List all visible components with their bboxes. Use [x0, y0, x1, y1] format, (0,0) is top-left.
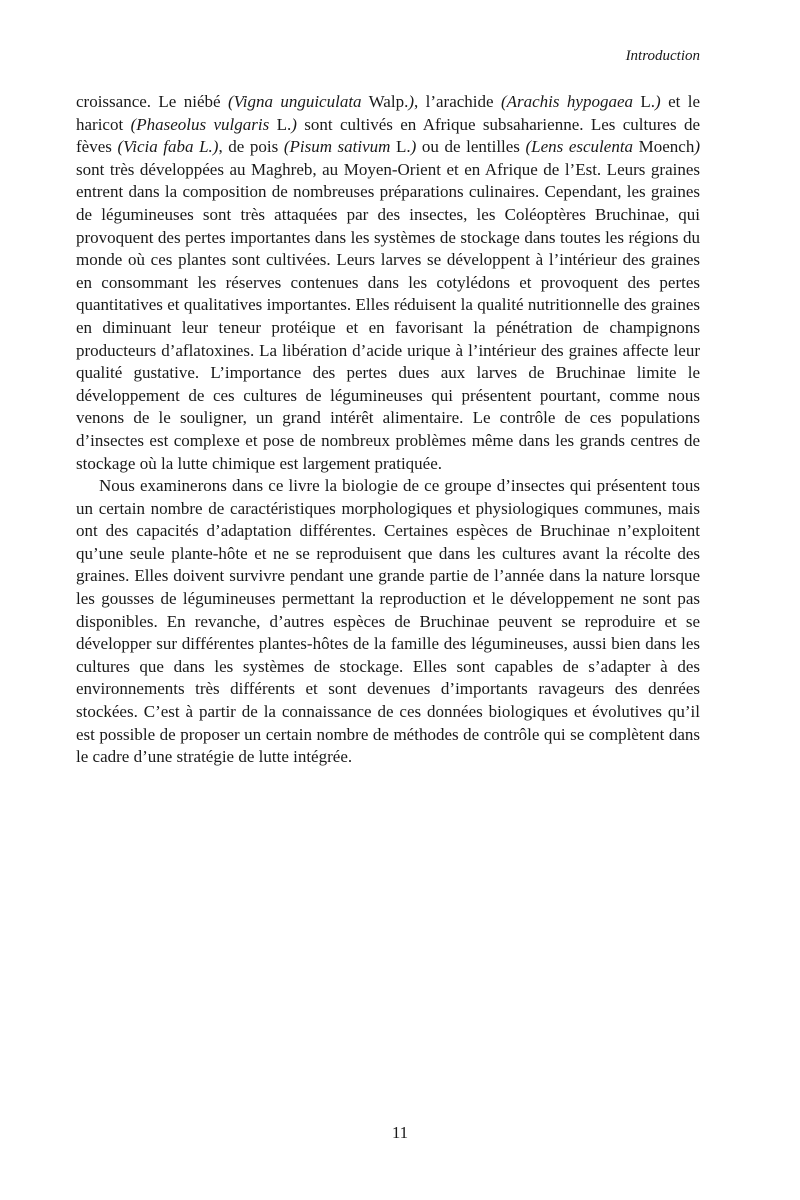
- text-segment: L.: [390, 137, 411, 157]
- text-segment: Walp.: [361, 92, 409, 111]
- text-segment: , de pois: [218, 137, 284, 157]
- species-name: (Arachis hypogaea: [500, 92, 633, 111]
- species-name: (Pisum sativum: [283, 137, 391, 157]
- text-segment: ou de lentilles: [416, 137, 526, 157]
- text-segment: Moench: [633, 137, 695, 157]
- page-number: 11: [391, 1123, 409, 1142]
- species-name: (Vigna unguiculata: [227, 92, 362, 111]
- species-name: (Phaseolus vulgaris: [130, 114, 270, 134]
- species-name: (Lens esculenta: [525, 137, 634, 157]
- paragraph-2: [76, 475, 700, 769]
- species-name: (Vicia faba L.): [117, 137, 219, 157]
- text-segment: , l’arachide: [414, 92, 501, 111]
- text-segment: ): [694, 137, 700, 157]
- paragraph-1: [76, 91, 700, 475]
- text-segment: L.: [269, 114, 292, 134]
- text-segment: ): [408, 92, 414, 111]
- text-segment: sont très développées au Maghreb, au Moyen-Orient et en Afrique de l’Est. Leurs graines entrent dans la composition de nombreuses préparations culinaires. Cependant, les graines de légumineuses sont très attaquées par des insectes, les Coléoptères Bruchinae, qui provoquent des pertes importantes dans les systèmes de stockage dans toutes les régions du monde où ces plantes sont cultivées. Leurs larves se développent à l’intérieur des graines en consommant les réserves contenues dans les cotylédons et provoquent des pertes quantitatives et qualitatives importantes. Elles réduisent la qualité nutritionnelle des graines en diminuant leur teneur protéique et en favorisant la pénétration de champignons producteurs d’aflatoxines. La libération d’acide urique à l’intérieur des graines affecte leur qualité gustative. L’importance des pertes dues aux larves de Bruchinae limite le développement de ces cultures de légumineuses qui présentent pourtant, comme nous venons de le souligner, un grand intérêt alimentaire. Le contrôle de ces populations d’insectes est complexe et pose de nombreux problèmes même dans les grands centres de stockage où la lutte chimique est largement pratiquée.: [76, 159, 700, 473]
- text-segment: ): [655, 92, 661, 111]
- text-segment: ): [291, 114, 297, 134]
- text-segment: sont cultivés en Afrique subsaharienne. Les cultures de fèves: [76, 114, 700, 157]
- text-segment: et le haricot: [76, 92, 700, 134]
- text-segment: L.: [633, 92, 656, 111]
- text-segment: ): [410, 137, 417, 157]
- body-text: [76, 91, 700, 769]
- text-segment: croissance. Le niébé: [76, 92, 228, 111]
- running-header: Introduction: [625, 48, 700, 64]
- text-segment: Nous examinerons dans ce livre la biologie de ce groupe d’insectes qui présentent tous un certain nombre de caractéristiques morphologiques et physiologiques communes, mais ont des capacités d’adaptation différentes. Certaines espèces de Bruchinae n’exploitent qu’une seule plante-hôte et ne se reproduisent que dans les cultures avant la récolte des graines. Elles doivent survivre pendant une grande partie de l’année dans la nature lorsque les gousses de légumineuses permettant la reproduction et le développement ne sont pas disponibles. En revanche, d’autres espèces de Bruchinae peuvent se reproduire et se développer sur différentes plantes-hôtes de la famille des légumineuses, aussi bien dans les cultures que dans les systèmes de stockage. Elles sont capables de s’adapter à des environnements très différents et sont devenues d’importants ravageurs des denrées stockées. C’est à partir de la connaissance de ces données biologiques et évolutives qu’il est possible de proposer un certain nombre de méthodes de contrôle qui se complètent dans le cadre d’une stratégie de lutte intégrée.: [76, 476, 700, 767]
